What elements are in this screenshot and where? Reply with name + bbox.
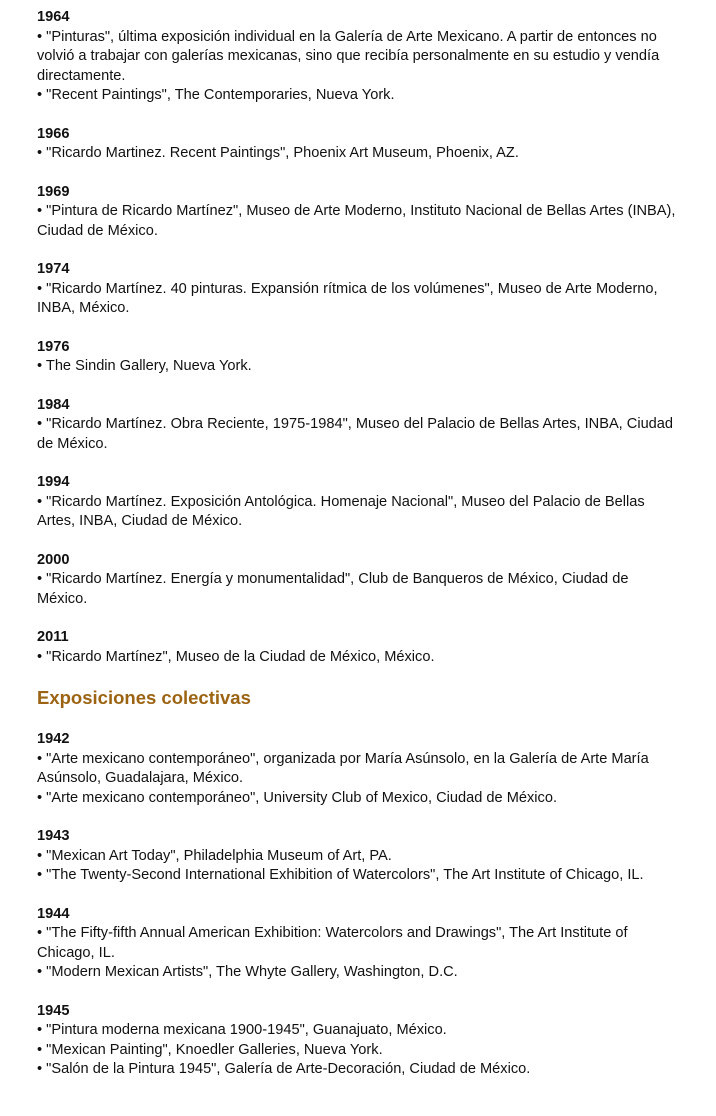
individual-exhibitions-list: [37, 8, 682, 667]
year-entry: [37, 338, 682, 377]
year-entry: [37, 473, 682, 532]
year-label: 1942: [37, 731, 70, 747]
year-label: 1964: [37, 9, 70, 25]
exhibition-item: • "Salón de la Pintura 1945", Galería de Arte-Decoración, Ciudad de México.: [37, 1061, 531, 1077]
exhibition-item: • "The Twenty-Second International Exhibition of Watercolors", The Art Institute of Chicago, IL.: [37, 867, 644, 883]
year-entry: [37, 628, 682, 667]
exhibition-item: • "Ricardo Martínez. Energía y monumentalidad", Club de Banqueros de México, Ciudad de México.: [37, 571, 629, 607]
year-label: 1976: [37, 338, 70, 355]
exhibition-item: • "Pintura moderna mexicana 1900-1945", Guanajuato, México.: [37, 1022, 447, 1038]
exhibition-item: • "Mexican Painting", Knoedler Galleries, Nueva York.: [37, 1041, 383, 1058]
year-label: 1969: [37, 183, 70, 200]
exhibition-item: • "Ricardo Martínez", Museo de la Ciudad de México, México.: [37, 648, 435, 665]
year-entry: [37, 396, 682, 455]
year-label: 1984: [37, 396, 70, 413]
year-entry: [37, 730, 682, 808]
year-label: 2011: [37, 629, 69, 645]
year-label: 1943: [37, 828, 70, 844]
exhibition-item: • "Arte mexicano contemporáneo", organizada por María Asúnsolo, en la Galería de Arte María Asúnsolo, Guadalajara, México.: [37, 750, 649, 786]
year-label: 1994: [37, 474, 70, 490]
exhibition-item: • "Pinturas", última exposición individual en la Galería de Arte Mexicano. A partir de entonces no volvió a trabajar con galerías mexicanas, sino que recibía personalmente en su estudio y vendía directamente.: [37, 28, 660, 84]
year-label: 1944: [37, 905, 70, 922]
collective-exhibitions-heading: Exposiciones colectivas: [37, 687, 251, 708]
year-label: 1945: [37, 1002, 70, 1019]
exhibition-item: • "The Fifty-fifth Annual American Exhibition: Watercolors and Drawings", The Art Institute of Chicago, IL.: [37, 925, 628, 961]
exhibition-item: • "Ricardo Martinez. Recent Paintings", Phoenix Art Museum, Phoenix, AZ.: [37, 145, 519, 161]
year-label: 2000: [37, 551, 70, 568]
collective-exhibitions-list: [37, 730, 682, 1080]
exhibition-item: • The Sindin Gallery, Nueva York.: [37, 358, 252, 374]
exhibition-item: • "Pintura de Ricardo Martínez", Museo de Arte Moderno, Instituto Nacional de Bellas Artes (INBA), Ciudad de México.: [37, 203, 676, 239]
exhibition-item: • "Arte mexicano contemporáneo", University Club of Mexico, Ciudad de México.: [37, 789, 557, 806]
year-entry: [37, 551, 682, 610]
exhibition-item: • "Ricardo Martínez. Exposición Antológica. Homenaje Nacional", Museo del Palacio de Bellas Artes, INBA, Ciudad de México.: [37, 493, 645, 529]
exhibition-item: • "Recent Paintings", The Contemporaries, Nueva York.: [37, 87, 395, 103]
year-entry: [37, 8, 682, 106]
exhibition-item: • "Mexican Art Today", Philadelphia Museum of Art, PA.: [37, 847, 392, 864]
year-label: 1974: [37, 261, 70, 277]
exhibition-item: • "Modern Mexican Artists", The Whyte Gallery, Washington, D.C.: [37, 964, 458, 980]
year-label: 1966: [37, 125, 70, 142]
year-entry: [37, 1002, 682, 1080]
year-entry: [37, 827, 682, 886]
exhibition-item: • "Ricardo Martínez. 40 pinturas. Expansión rítmica de los volúmenes", Museo de Arte Moderno, INBA, México.: [37, 280, 658, 316]
year-entry: [37, 260, 682, 319]
exhibition-item: • "Ricardo Martínez. Obra Reciente, 1975-1984", Museo del Palacio de Bellas Artes, INBA, Ciudad de México.: [37, 416, 674, 452]
year-entry: [37, 125, 682, 164]
year-entry: [37, 905, 682, 983]
year-entry: [37, 183, 682, 242]
